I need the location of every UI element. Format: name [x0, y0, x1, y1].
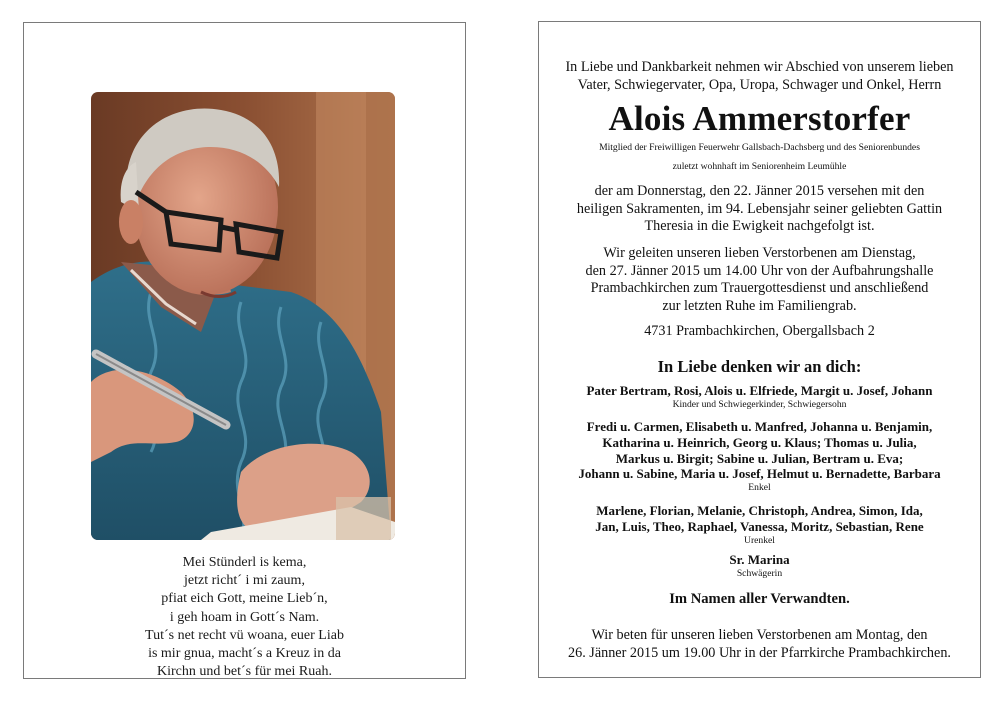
poem-line: jetzt richt´ i mi zaum,: [184, 573, 305, 589]
funeral-line: den 27. Jänner 2015 um 14.00 Uhr von der Aufbahrungshalle: [585, 262, 934, 279]
poem-line: Mei Stünderl is kema,: [182, 555, 307, 570]
funeral-line: zur letzten Ruhe im Familiengrab.: [662, 297, 857, 314]
membership-text: Mitglied der Freiwilligen Feuerwehr Gallsbach-Dachsberg und des Seniorenbundes: [599, 142, 920, 153]
mourner-names: Johann u. Sabine, Maria u. Josef, Helmut u. Bernadette, Barbara: [578, 466, 941, 482]
funeral-notice: [539, 245, 980, 315]
mourner-names: Pater Bertram, Rosi, Alois u. Elfriede, Margit u. Josef, Johann: [586, 383, 933, 398]
mass-line: Wir beten für unseren lieben Verstorbenen am Montag, den: [591, 627, 928, 643]
mourners-heading: In Liebe denken wir an dich:: [657, 357, 862, 376]
left-card-panel: [23, 22, 466, 679]
death-notice: [539, 183, 980, 236]
poem-line: i geh hoam in Gott´s Nam.: [169, 609, 320, 625]
poem-line: pfiat eich Gott, meine Lieb´n,: [161, 591, 328, 607]
mourner-relation: Enkel: [748, 482, 771, 494]
mourner-names: Sr. Marina: [729, 552, 790, 567]
mourner-group-grandchildren: [539, 419, 980, 494]
mourner-names: Markus u. Birgit; Sabine u. Julian, Bertram u. Eva;: [615, 450, 904, 466]
right-card-panel: [538, 21, 981, 678]
death-line: der am Donnerstag, den 22. Jänner 2015 versehen mit den: [594, 183, 925, 199]
funeral-line: Prambachkirchen zum Trauergottesdienst und anschließend: [590, 280, 929, 296]
intro-text: [539, 59, 980, 94]
closing-line: Im Namen aller Verwandten.: [669, 591, 850, 607]
residence-text: zuletzt wohnhaft im Seniorenheim Leumühle: [672, 161, 847, 172]
mourner-group-children: [539, 383, 980, 411]
mourner-relation: Schwägerin: [736, 567, 783, 579]
intro-line: Vater, Schwiegervater, Opa, Uropa, Schwager und Onkel, Herrn: [577, 76, 942, 93]
mourner-names: Katharina u. Heinrich, Georg u. Klaus; Thomas u. Julia,: [602, 434, 917, 450]
death-line: heiligen Sakramenten, im 94. Lebensjahr seiner geliebten Gattin: [576, 200, 943, 217]
mourner-group-sister-in-law: [539, 552, 980, 580]
poem-line: is mir gnua, macht´s a Kreuz in da: [148, 646, 341, 662]
intro-line: In Liebe und Dankbarkeit nehmen wir Abschied von unserem lieben: [565, 59, 954, 75]
poem-line: Tut´s net recht vü woana, euer Liab: [145, 627, 344, 643]
portrait-photo: [91, 92, 395, 540]
mourner-names: Marlene, Florian, Melanie, Christoph, Andrea, Simon, Ida,: [596, 503, 923, 518]
death-line: Theresia in die Ewigkeit nachgefolgt ist.: [644, 218, 875, 234]
deceased-name: Alois Ammerstorfer: [608, 99, 911, 138]
funeral-line: Wir geleiten unseren lieben Verstorbenen am Dienstag,: [603, 245, 916, 261]
mass-line: 26. Jänner 2015 um 19.00 Uhr in der Pfarrkirche Prambachkirchen.: [568, 644, 951, 661]
mourner-group-great-grandchildren: [539, 503, 980, 547]
mourner-relation: Kinder und Schwiegerkinder, Schwiegersohn: [672, 398, 847, 410]
mourner-relation: Urenkel: [744, 534, 775, 546]
mourner-names: Fredi u. Carmen, Elisabeth u. Manfred, Johanna u. Benjamin,: [586, 419, 933, 434]
mass-notice: [539, 627, 980, 662]
poem: [24, 554, 465, 681]
mourner-names: Jan, Luis, Theo, Raphael, Vanessa, Moritz, Sebastian, Rene: [595, 518, 924, 534]
address: 4731 Prambachkirchen, Obergallsbach 2: [644, 323, 875, 339]
poem-line: Kirchn und bet´s für mei Ruah.: [157, 664, 332, 680]
